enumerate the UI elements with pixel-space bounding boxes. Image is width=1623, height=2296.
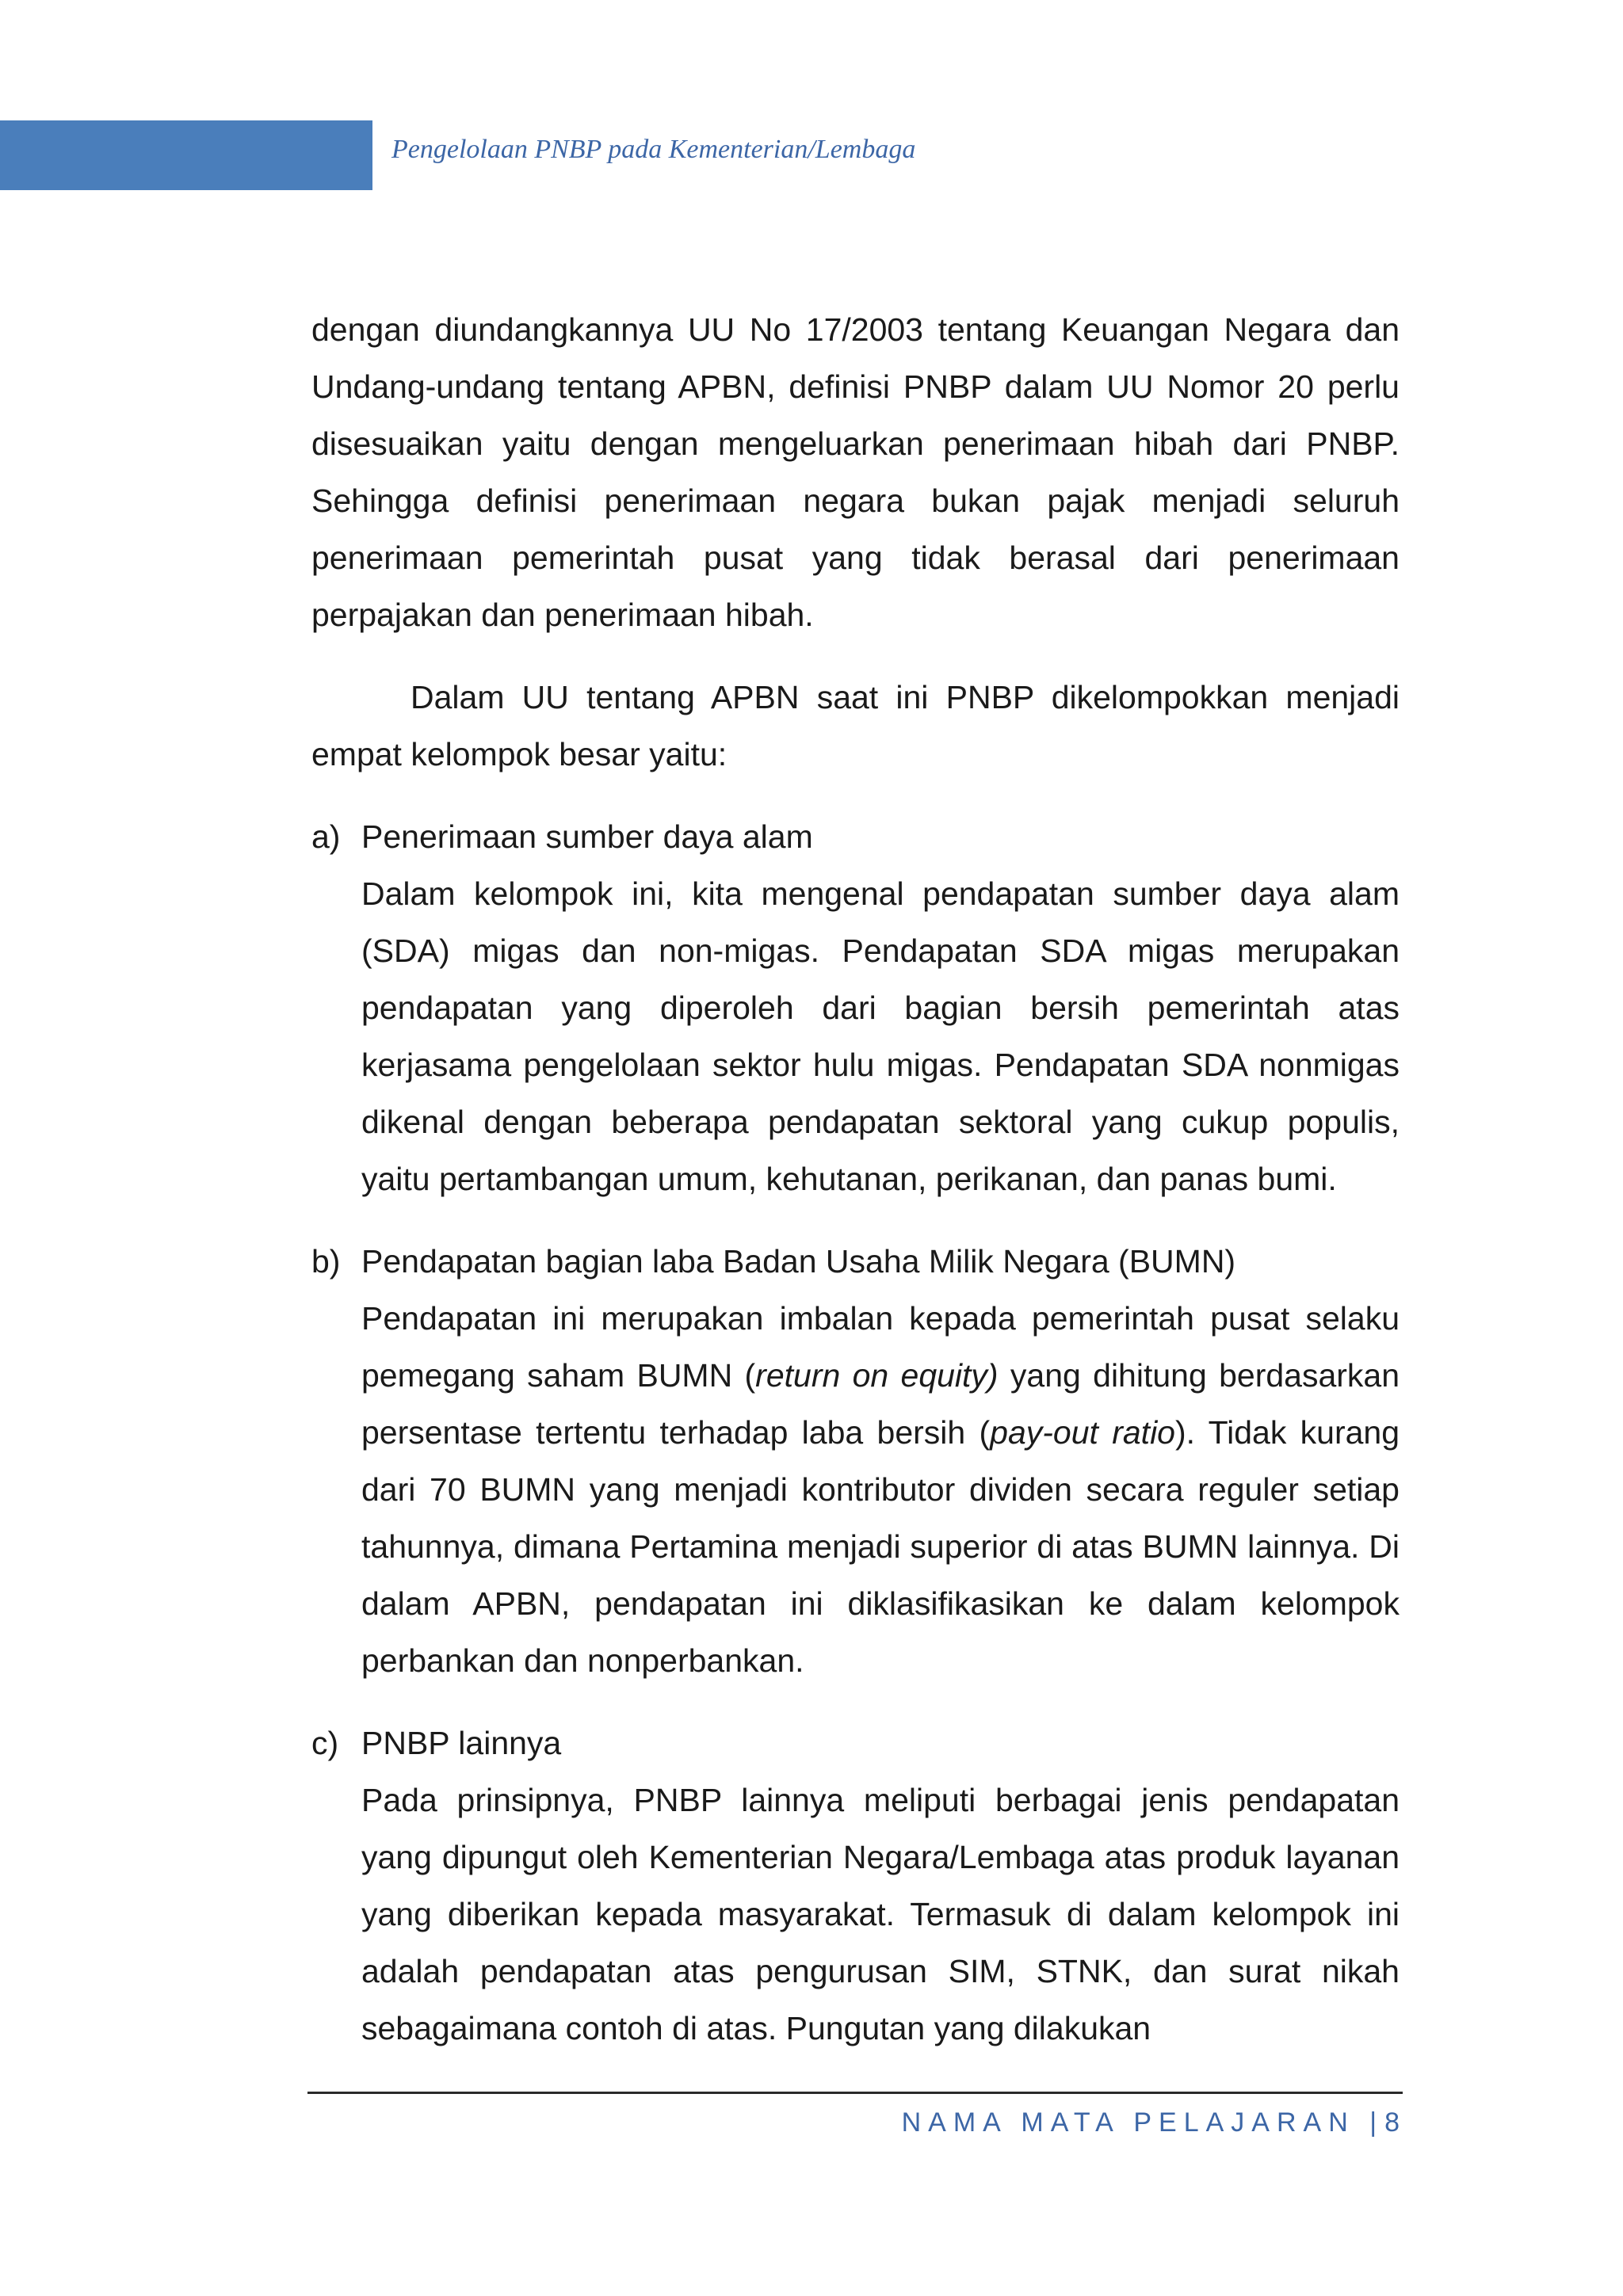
body-text: Pendapatan ini merupakan imbalan kepada pemerintah pusat selaku pemegang saham BUMN ( (361, 1300, 1400, 1394)
list-marker: c) (311, 1725, 339, 1761)
footer-divider (307, 2092, 1403, 2094)
list-item-title: PNBP lainnya (361, 1725, 562, 1761)
paragraph-1: dengan diundangkannya UU No 17/2003 tentang Keuangan Negara dan Undang-undang tentang APBN, definisi PNBP dalam UU Nomor 20 perlu disesuaikan yaitu dengan mengeluarkan penerimaan hibah dari PNBP. Sehingga definisi penerimaan negara bukan pajak menjadi seluruh penerimaan pemerintah pusat yang tidak berasal dari penerimaan perpajakan dan penerimaan hibah. (311, 311, 1400, 633)
body-text: ). Tidak kurang dari 70 BUMN yang menjadi kontributor dividen secara reguler setiap tahunnya, dimana Pertamina menjadi superior di atas BUMN lainnya. Di dalam APBN, pendapatan ini diklasifikasikan ke dalam kelompok perbankan dan nonperbankan. (361, 1414, 1400, 1679)
list-item-body: Dalam kelompok ini, kita mengenal pendapatan sumber daya alam (SDA) migas dan non-migas. Pendapatan SDA migas merupakan pendapatan yang diperoleh dari bagian bersih pemerintah atas kerjasama pengelolaan sektor hulu migas. Pendapatan SDA nonmigas dikenal dengan beberapa pendapatan sektoral yang cukup populis, yaitu pertambangan umum, kehutanan, perikanan, dan panas bumi. (361, 875, 1400, 1197)
list-item-title: Penerimaan sumber daya alam (361, 818, 813, 855)
paragraph-2: Dalam UU tentang APBN saat ini PNBP dikelompokkan menjadi empat kelompok besar yaitu: (311, 679, 1400, 772)
list-item-b (311, 1233, 1400, 1689)
list-item-a (311, 808, 1400, 1207)
list-item-body (361, 1290, 1400, 1689)
body-text: yang dihitung berdasarkan persentase tertentu terhadap laba bersih ( (361, 1357, 1400, 1451)
page-content (311, 301, 1400, 2057)
list-marker: a) (311, 818, 341, 855)
page-footer (902, 2107, 1400, 2138)
page-number: 8 (1384, 2107, 1400, 2138)
header-accent-bar (0, 120, 372, 190)
list-item-title: Pendapatan bagian laba Badan Usaha Milik Negara (BUMN) (361, 1243, 1236, 1280)
footer-separator: | (1369, 2107, 1377, 2138)
list-item-c (311, 1714, 1400, 2057)
footer-course-name: NAMA MATA PELAJARAN (901, 2107, 1355, 2138)
italic-term: return on equity) (755, 1357, 999, 1394)
list-marker: b) (311, 1243, 341, 1280)
list-item-body: Pada prinsipnya, PNBP lainnya meliputi berbagai jenis pendapatan yang dipungut oleh Kementerian Negara/Lembaga atas produk layanan yang diberikan kepada masyarakat. Termasuk di dalam kelompok ini adalah pendapatan atas pengurusan SIM, STNK, dan surat nikah sebagaimana contoh di atas. Pungutan yang dilakukan (361, 1782, 1400, 2046)
running-header-title: Pengelolaan PNBP pada Kementerian/Lembaga (391, 135, 916, 164)
italic-term: pay-out ratio (990, 1414, 1175, 1451)
